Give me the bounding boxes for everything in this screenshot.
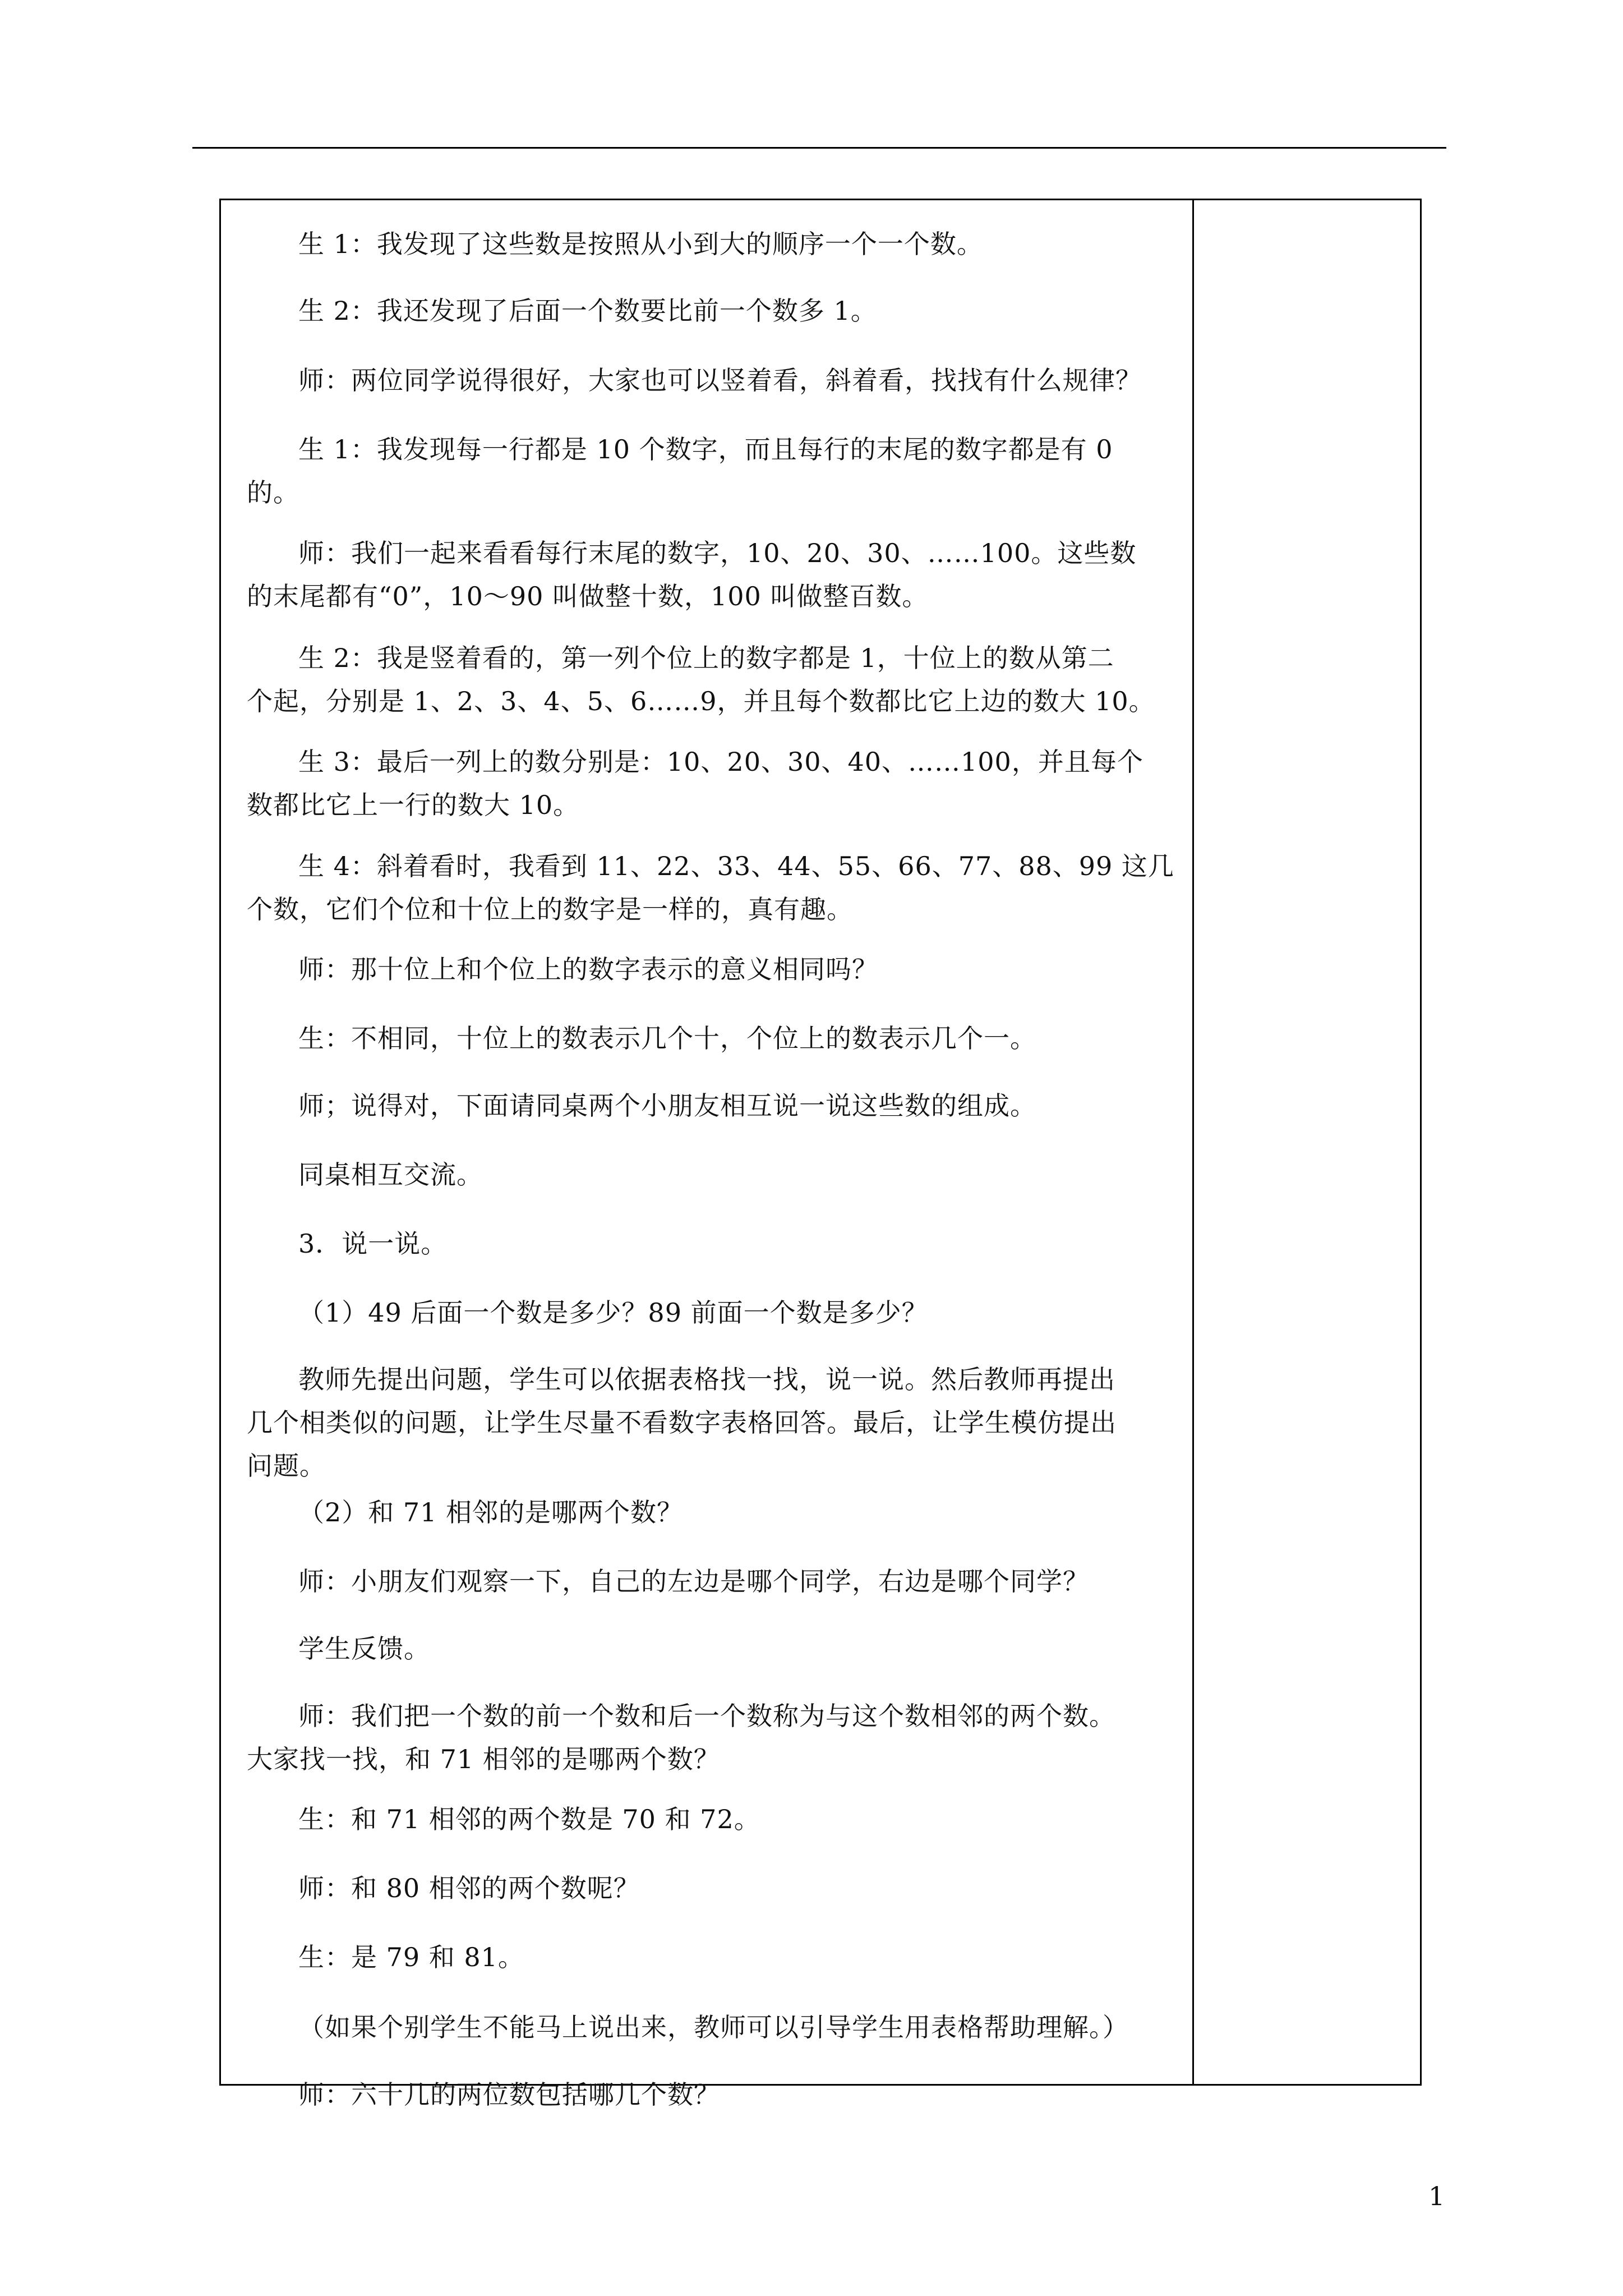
paragraph-line: 的末尾都有“0”，10～90 叫做整十数，100 叫做整百数。	[247, 581, 929, 611]
paragraph	[247, 2006, 1129, 2049]
paragraph	[247, 223, 983, 266]
paragraph	[247, 1936, 524, 1979]
paragraph-line: 同桌相互交流。	[298, 1159, 483, 1190]
paragraph	[247, 1867, 640, 1910]
paragraph	[247, 2073, 720, 2116]
paragraph-line: 个数，它们个位和十位上的数字是一样的，真有趣。	[247, 894, 853, 924]
paragraph-line: 师：两位同学说得很好，大家也可以竖着看，斜着看，找找有什么规律？	[298, 365, 1142, 395]
paragraph	[247, 1084, 1036, 1128]
table-column-divider	[1192, 199, 1194, 2086]
paragraph-line: （1）49 后面一个数是多少？89 前面一个数是多少？	[298, 1297, 928, 1328]
paragraph-line: 生 2：我还发现了后面一个数要比前一个数多 1。	[298, 295, 877, 326]
paragraph-line: 数都比它上一行的数大 10。	[247, 789, 580, 820]
paragraph	[247, 532, 1136, 618]
paragraph	[247, 1358, 1117, 1488]
paragraph	[247, 1798, 760, 1841]
paragraph-line: （2）和 71 相邻的是哪两个数？	[298, 1497, 684, 1527]
paragraph-line: 教师先提出问题，学生可以依据表格找一找，说一说。然后教师再提出	[298, 1364, 1115, 1395]
paragraph-line: 生 3：最后一列上的数分别是：10、20、30、40、……100，并且每个	[298, 746, 1144, 777]
paragraph-line: 生：不相同，十位上的数表示几个十，个位上的数表示几个一。	[298, 1023, 1036, 1053]
paragraph-line: 生 2：我是竖着看的，第一列个位上的数字都是 1，十位上的数从第二	[298, 643, 1114, 673]
paragraph-line: 生：是 79 和 81。	[298, 1942, 524, 1972]
paragraph	[247, 740, 1144, 827]
paragraph-line: 师：我们一起来看看每行末尾的数字，10、20、30、……100。这些数	[298, 537, 1137, 568]
paragraph	[247, 637, 1155, 723]
paragraph-line: 个起，分别是 1、2、3、4、5、6……9，并且每个数都比它上边的数大 10。	[247, 686, 1155, 716]
paragraph-line: 师：和 80 相邻的两个数呢？	[298, 1873, 640, 1903]
paragraph-line: 大家找一找，和 71 相邻的是哪两个数？	[247, 1743, 720, 1774]
paragraph-line: 生 1：我发现了这些数是按照从小到大的顺序一个一个数。	[298, 229, 983, 259]
paragraph	[247, 359, 1142, 402]
paragraph-line: 几个相类似的问题，让学生尽量不看数字表格回答。最后，让学生模仿提出	[247, 1407, 1117, 1438]
paragraph	[247, 1560, 1089, 1603]
paragraph	[247, 1491, 683, 1534]
paragraph	[247, 1153, 483, 1197]
paragraph	[247, 289, 877, 333]
paragraph-line: 师；说得对，下面请同桌两个小朋友相互说一说这些数的组成。	[298, 1091, 1036, 1121]
paragraph-line: 生 4：斜着看时，我看到 11、22、33、44、55、66、77、88、99 这几	[298, 850, 1174, 881]
paragraph-line: 师：我们把一个数的前一个数和后一个数称为与这个数相邻的两个数。	[298, 1700, 1115, 1731]
paragraph-line: 学生反馈。	[298, 1633, 430, 1664]
paragraph	[247, 845, 1174, 931]
paragraph-line: 生 1：我发现每一行都是 10 个数字，而且每行的末尾的数字都是有 0	[298, 434, 1113, 464]
paragraph	[247, 1695, 1115, 1781]
paragraph-line: 问题。	[247, 1450, 326, 1481]
paragraph-line: 生：和 71 相邻的两个数是 70 和 72。	[298, 1804, 760, 1834]
paragraph-line: 师：六十几的两位数包括哪几个数？	[298, 2079, 720, 2110]
page-number: 1	[1428, 2181, 1445, 2211]
paragraph	[247, 1222, 447, 1266]
paragraph	[247, 1627, 430, 1671]
paragraph	[247, 948, 878, 991]
paragraph-line: （如果个别学生不能马上说出来，教师可以引导学生用表格帮助理解。）	[298, 2012, 1129, 2042]
paragraph-line: 师：那十位上和个位上的数字表示的意义相同吗？	[298, 954, 878, 984]
paragraph-line: 师：小朋友们观察一下，自己的左边是哪个同学，右边是哪个同学？	[298, 1566, 1089, 1596]
paragraph-line: 3．说一说。	[298, 1228, 448, 1259]
paragraph	[247, 428, 1113, 514]
header-rule	[192, 147, 1446, 149]
paragraph-line: 的。	[247, 477, 299, 508]
paragraph	[247, 1291, 928, 1335]
paragraph	[247, 1017, 1036, 1060]
